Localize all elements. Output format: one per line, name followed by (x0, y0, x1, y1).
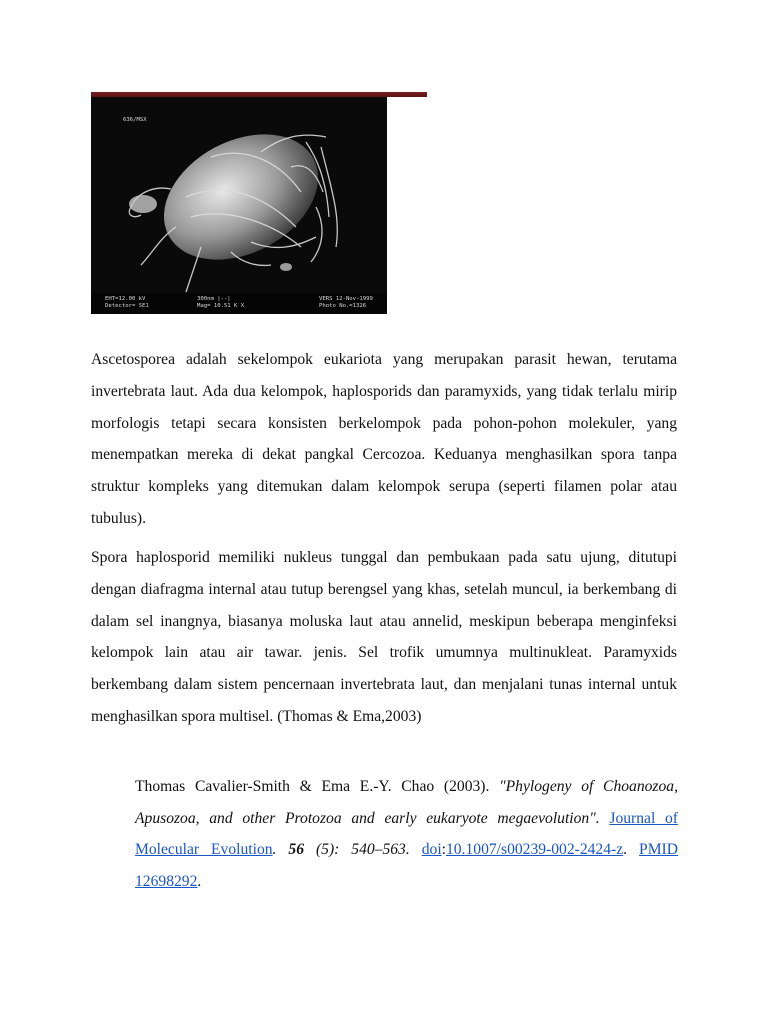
micrograph-image (91, 97, 387, 314)
ref-issue-pages: (5): 540–563. (304, 841, 422, 858)
sem-sample-label: 636/MSX (123, 117, 147, 123)
reference-citation (135, 771, 678, 897)
ref-sep-2: . (623, 841, 640, 858)
sem-detector-label: Detector= SE1 (105, 303, 149, 309)
doi-value-link[interactable]: 10.1007/s00239-002-2424-z (446, 841, 624, 858)
ref-colon: : (441, 841, 446, 858)
paragraph-ascetosporea: Ascetosporea adalah sekelompok eukariota yang merupakan parasit hewan, terutama invertebrata laut. Ada dua kelompok, haplosporids dan paramyxids, yang tidak terlalu mirip morfologis tetapi secara konsisten berkelompok pada pohon-pohon molekuler, yang menempatkan mereka di dekat pangkal Cercozoa. Keduanya menghasilkan spora tanpa struktur kompleks yang ditemukan dalam kelompok serupa (seperti filamen polar atau tubulus). (91, 351, 677, 527)
sem-mag-label: Mag= 10.51 K X (197, 303, 245, 309)
doi-label-link[interactable]: doi (421, 841, 442, 858)
paragraph-haplosporid: Spora haplosporid memiliki nukleus tunggal dan pembukaan pada satu ujung, ditutupi dengan diafragma internal atau tutup berengsel yang khas, setelah muncul, ia berkembang di dalam sel inangnya, biasanya moluska laut atau annelid, meskipun beberapa menginfeksi kelompok lain atau air tawar. jenis. Sel trofik umumnya multinukleat. Paramyxids berkembang dalam sistem pencernaan invertebrata laut, dan menjalani tunas internal untuk menghasilkan spora multisel. (Thomas & Ema,2003) (91, 549, 677, 725)
pmid-label-link[interactable]: PMID (639, 841, 679, 858)
pmid-value-link[interactable]: 12698292 (135, 872, 198, 890)
ref-authors: Thomas Cavalier-Smith & Ema E.-Y. Chao (2003). (135, 778, 500, 795)
sem-eht-label: EHT=12.00 kV (105, 296, 146, 302)
ref-end: . (197, 872, 202, 890)
sem-date-label: VERS 12-Nov-1999 (319, 296, 373, 302)
sem-micrograph (91, 97, 387, 314)
journal-link[interactable]: Journal of Molecular Evolution (135, 809, 678, 858)
ref-sep-1: . (272, 841, 289, 858)
ref-volume: 56 (288, 841, 304, 858)
sem-photo-label: Photo No.=1326 (319, 303, 367, 309)
ref-title: "Phylogeny of Choanozoa, Apusozoa, and other Protozoa and early eukaryote megaevolution". (135, 778, 678, 827)
sem-scale-label: 300nm |--| (197, 296, 231, 302)
